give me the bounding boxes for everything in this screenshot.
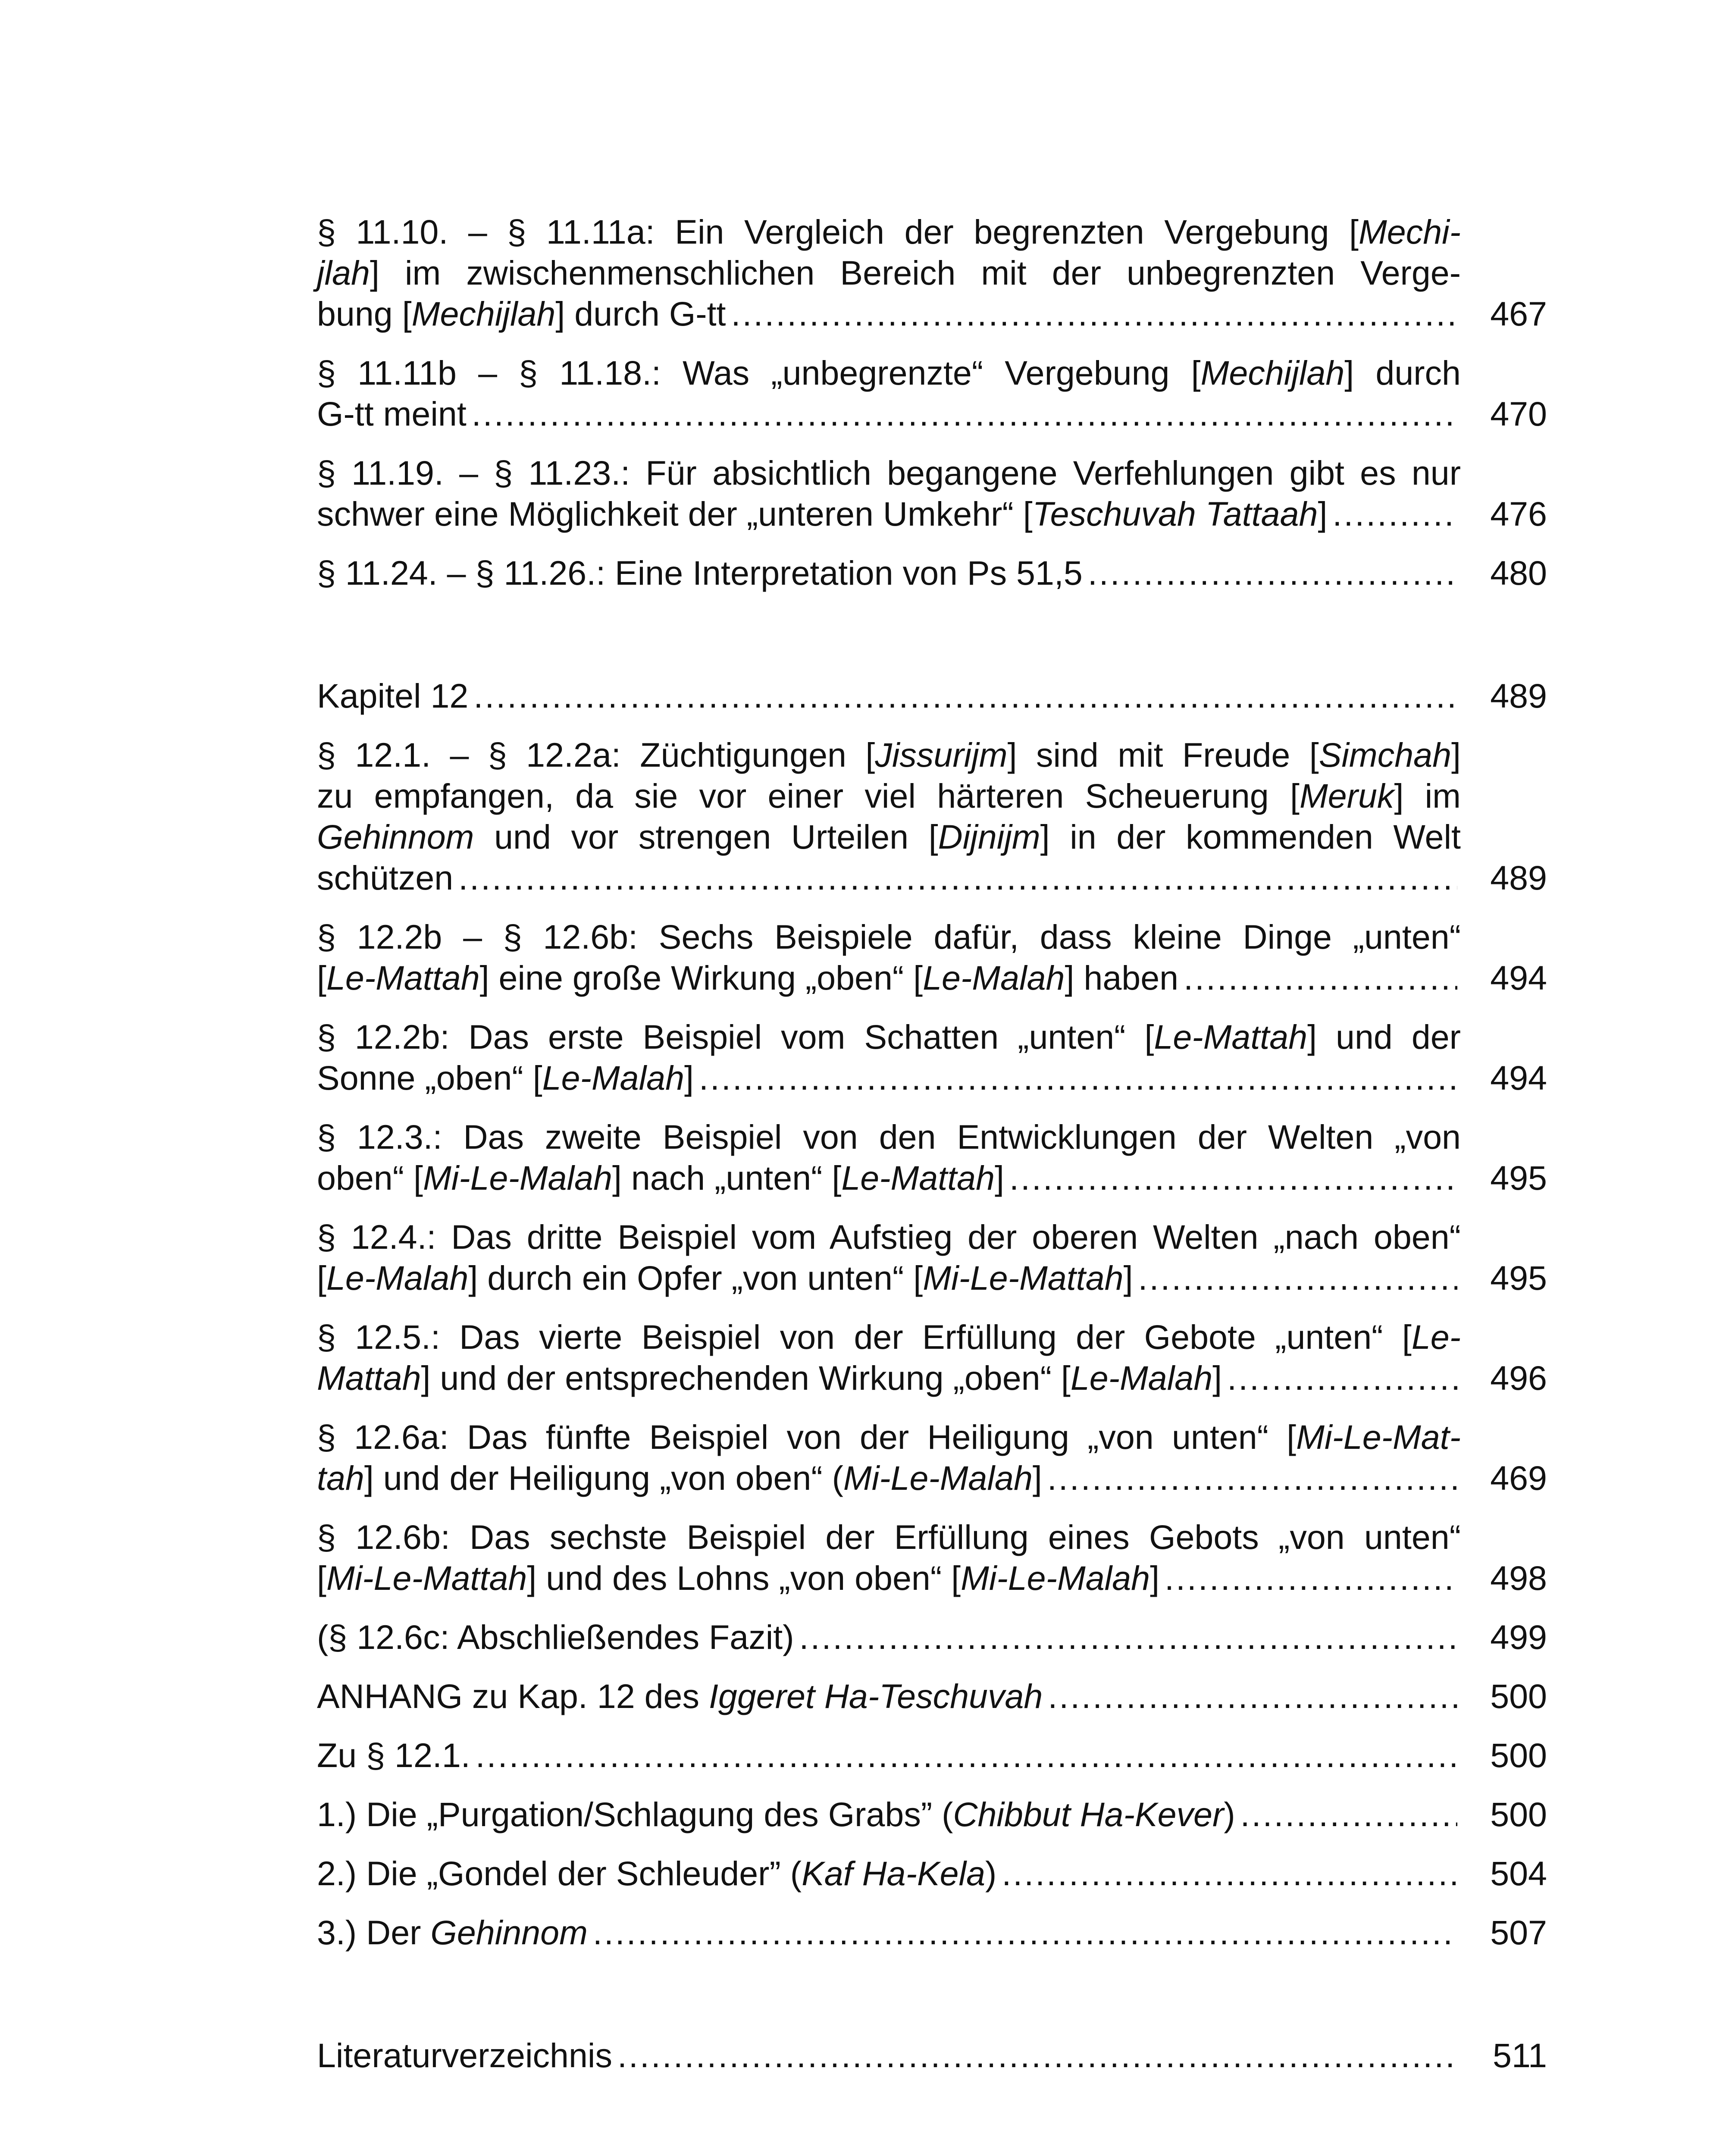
page-number: 494 [1490,1059,1547,1097]
page-number: 507 [1490,1913,1547,1952]
italic-term: Mechi- [1358,213,1461,251]
page-number: 467 [1490,295,1547,333]
page-number: 496 [1490,1359,1547,1397]
italic-term: Jissurijm [875,736,1008,774]
toc-entry [317,1794,1547,1835]
italic-term: Mi-Le-Mat- [1296,1418,1461,1456]
toc-entry [317,1416,1547,1498]
page-number: 500 [1490,1736,1547,1774]
italic-term: Meruk [1299,777,1394,815]
toc-entry-last-line [317,293,1461,334]
toc-entry-last-line [317,1557,1461,1598]
entry-text: bung [ [317,295,412,333]
toc-entry [317,1016,1547,1098]
page-number: 470 [1490,395,1547,433]
toc-entry-line [317,916,1461,957]
toc-entry [317,1853,1547,1894]
italic-term: Le-Malah [326,1259,469,1297]
italic-term: Iggeret Ha-Teschuvah [708,1677,1043,1715]
page-number: 504 [1490,1854,1547,1893]
dot-leader [1332,493,1457,534]
entry-text: § 12.4.: Das dritte Beispiel vom Aufstieg der oberen Welten „nach oben“ [317,1218,1461,1256]
toc-entry-line [317,1316,1461,1357]
italic-term: Kaf Ha-Kela [802,1854,985,1893]
toc-entry-text [317,1617,794,1658]
entry-text: ] in der kommenden Welt [1040,818,1461,856]
entry-text: ] und der Heiligung „von oben“ ( [364,1459,843,1497]
italic-term: Mi-Le-Mattah [326,1559,527,1597]
toc-entry-text [317,552,1083,593]
toc-entry-text [317,1557,1159,1598]
toc-entry-text [317,1912,588,1953]
toc-entry-line [317,211,1461,252]
entry-text: ] und der [1307,1018,1461,1056]
dot-leader [1088,552,1457,593]
toc-entry [317,452,1547,534]
toc-entry-text [317,2035,612,2076]
page-number: 495 [1490,1159,1547,1197]
toc-entry [317,352,1547,434]
toc-entry-last-line [317,493,1461,534]
entry-text: ] durch [1344,354,1461,392]
toc-entry-line [317,816,1461,857]
entry-text: ] nach „unten“ [ [612,1159,842,1197]
italic-term: tah [317,1459,364,1497]
entry-text: ] durch ein Opfer „von unten“ [ [468,1259,923,1297]
entry-text: § 11.19. – § 11.23.: Für absichtlich begangene Verfehlungen gibt es nur [317,454,1461,492]
entry-text: Kapitel 12 [317,677,469,715]
entry-text: ] sind mit Freude [ [1007,736,1319,774]
italic-term: Mi-Le-Mattah [923,1259,1124,1297]
entry-text: ANHANG zu Kap. 12 des [317,1677,709,1715]
entry-text: 1.) Die „Purgation/Schlagung des Grabs” ( [317,1795,953,1833]
entry-text: § 11.10. – § 11.11a: Ein Vergleich der begrenzten Vergebung [ [317,213,1359,251]
page-number: 480 [1490,554,1547,592]
toc-entry [317,2035,1547,2076]
toc-entry-last-line [317,1457,1461,1498]
toc-entry-last-line [317,1257,1461,1298]
toc-entry [317,1216,1547,1298]
entry-text: schwer eine Möglichkeit der „unteren Umkehr“ [ [317,495,1033,533]
toc-entry-text [317,493,1327,534]
toc-entry-last-line [317,1157,1461,1198]
toc-entry-last-line [317,1853,1461,1894]
toc-entry-last-line [317,957,1461,998]
toc-entry-last-line [317,1617,1461,1658]
page-number: 511 [1493,2036,1547,2075]
entry-text: ] und des Lohns „von oben“ [ [527,1559,961,1597]
italic-term: Le-Mattah [841,1159,995,1197]
dot-leader [1048,1676,1457,1717]
italic-term: Mechijlah [1200,354,1345,392]
dot-leader [799,1617,1457,1658]
entry-text: oben“ [ [317,1159,423,1197]
entry-text: § 12.2b: Das erste Beispiel vom Schatten „unten“ [ [317,1018,1154,1056]
page-number: 499 [1490,1618,1547,1656]
toc-entry [317,1912,1547,1953]
entry-text: zu empfangen, da sie vor einer viel härteren Scheuerung [ [317,777,1300,815]
toc-entry-last-line [317,2035,1461,2076]
toc-entry-last-line [317,857,1461,898]
italic-term: Le-Mattah [1154,1018,1308,1056]
toc-entry-line [317,252,1461,293]
toc-entry-line [317,1016,1461,1057]
toc-entry-text [317,293,726,334]
toc-entry-text [317,675,468,716]
page-number: 476 [1490,495,1547,533]
toc-entry-text [317,1735,470,1776]
toc-entry-line [317,452,1461,493]
italic-term: Teschuvah Tattaah [1032,495,1318,533]
entry-text: ] [1212,1359,1222,1397]
toc-entry [317,1735,1547,1776]
toc-entry-last-line [317,552,1461,593]
entry-text: § 12.6b: Das sechste Beispiel der Erfüllung eines Gebots „von unten“ [317,1518,1461,1556]
entry-text: § 12.3.: Das zweite Beispiel von den Entwicklungen der Welten „von [317,1118,1461,1156]
toc-entry-line [317,352,1461,393]
toc-entry-text [317,1057,694,1098]
italic-term: Dijnijm [938,818,1040,856]
entry-text: ] haben [1065,959,1179,997]
entry-text: ] eine große Wirkung „oben“ [ [479,959,923,997]
dot-leader [1047,1457,1457,1498]
toc-entry [317,1517,1547,1598]
page-number: 469 [1490,1459,1547,1497]
toc-entry-line [317,1416,1461,1457]
toc-entry [317,916,1547,998]
entry-text: G-tt meint [317,395,467,433]
page-number: 498 [1490,1559,1547,1597]
toc-entry [317,734,1547,898]
entry-text: 2.) Die „Gondel der Schleuder” ( [317,1854,802,1893]
italic-term: Le-Mattah [326,959,480,997]
dot-leader [1009,1157,1457,1198]
dot-leader [1227,1357,1457,1398]
entry-text: ] [1123,1259,1133,1297]
dot-leader [458,857,1457,898]
entry-text: ] [1318,495,1328,533]
italic-term: Le-Malah [1070,1359,1213,1397]
toc-entry-text [317,1157,1004,1198]
italic-term: jlah [317,254,370,292]
entry-text: ] im zwischenmenschlichen Bereich mit der unbegrenzten Verge- [370,254,1461,292]
italic-term: Mattah [317,1359,421,1397]
italic-term: Le-Malah [542,1059,685,1097]
toc-entry [317,1316,1547,1398]
entry-text: ] [684,1059,694,1097]
toc-entry-text [317,1457,1042,1498]
dot-leader [593,1912,1457,1953]
toc-entry-text [317,1357,1222,1398]
toc-entry-last-line [317,1912,1461,1953]
dot-leader [1184,957,1457,998]
toc-entry-line [317,775,1461,816]
dot-leader [1002,1853,1457,1894]
dot-leader [473,675,1457,716]
toc-entry [317,1676,1547,1717]
toc-entry-line [317,1116,1461,1157]
dot-leader [472,393,1457,434]
dot-leader [731,293,1458,334]
page-number: 500 [1490,1795,1547,1833]
italic-term: Simchah [1319,736,1452,774]
entry-text: Sonne „oben“ [ [317,1059,542,1097]
toc-entry-last-line [317,393,1461,434]
dot-leader [476,1735,1457,1776]
italic-term: Gehinnom [317,818,474,856]
entry-text: (§ 12.6c: Abschließendes Fazit) [317,1618,794,1656]
toc-entry-last-line [317,1794,1461,1835]
toc-entry-last-line [317,1057,1461,1098]
toc-entry-text [317,1257,1133,1298]
toc-entry-line [317,1517,1461,1557]
toc-entry-text [317,957,1178,998]
italic-term: Le- [1411,1318,1461,1356]
dot-leader [1165,1557,1457,1598]
toc-entry-text [317,1794,1235,1835]
toc-entry-line [317,734,1461,775]
entry-text: [ [317,959,326,997]
toc-entry-text [317,393,467,434]
toc-entry-text [317,857,453,898]
entry-text: ] und der entsprechenden Wirkung „oben“ [ [421,1359,1071,1397]
italic-term: Mechijlah [411,295,556,333]
toc-entry [317,552,1547,593]
italic-term: Gehinnom [430,1913,588,1952]
entry-text: ] durch G-tt [555,295,726,333]
entry-text: § 11.11b – § 11.18.: Was „unbegrenzte“ Vergebung [ [317,354,1201,392]
entry-text: § 12.2b – § 12.6b: Sechs Beispiele dafür, dass kleine Dinge „unten“ [317,918,1461,956]
entry-text: § 12.1. – § 12.2a: Züchtigungen [ [317,736,875,774]
dot-leader [1138,1257,1457,1298]
entry-text: ] [1032,1459,1042,1497]
toc-entry-last-line [317,1357,1461,1398]
toc-entry-text [317,1853,996,1894]
entry-text: [ [317,1259,326,1297]
italic-term: Chibbut Ha-Kever [953,1795,1224,1833]
toc-entry [317,211,1547,334]
entry-text: § 12.6a: Das fünfte Beispiel von der Heiligung „von unten“ [ [317,1418,1297,1456]
table-of-contents [317,211,1547,2094]
entry-text: ] im [1394,777,1461,815]
entry-text: ] [1451,736,1461,774]
toc-entry [317,1116,1547,1198]
entry-text: ] [995,1159,1004,1197]
dot-leader [1240,1794,1457,1835]
toc-entry [317,1617,1547,1658]
dot-leader [617,2035,1457,2076]
italic-term: Mi-Le-Malah [843,1459,1033,1497]
toc-entry-line [317,1216,1461,1257]
page-number: 495 [1490,1259,1547,1297]
italic-term: Mi-Le-Malah [961,1559,1150,1597]
toc-entry [317,675,1547,716]
toc-entry-last-line [317,1676,1461,1717]
page-number: 494 [1490,959,1547,997]
italic-term: Le-Malah [923,959,1065,997]
dot-leader [699,1057,1457,1098]
entry-text: ] [1150,1559,1160,1597]
entry-text: [ [317,1559,326,1597]
italic-term: Mi-Le-Malah [423,1159,612,1197]
entry-text: § 12.5.: Das vierte Beispiel von der Erfüllung der Gebote „unten“ [ [317,1318,1412,1356]
entry-text: Zu § 12.1. [317,1736,470,1774]
toc-entry-text [317,1676,1043,1717]
page-number: 489 [1490,859,1547,897]
entry-text: schützen [317,859,454,897]
entry-text: Literaturverzeichnis [317,2036,612,2075]
page-number: 500 [1490,1677,1547,1715]
entry-text: und vor strengen Urteilen [ [474,818,938,856]
entry-text: 3.) Der [317,1913,431,1952]
toc-entry-last-line [317,1735,1461,1776]
toc-entry-last-line [317,675,1461,716]
entry-text: ) [985,1854,997,1893]
entry-text: § 11.24. – § 11.26.: Eine Interpretation von Ps 51,5 [317,554,1083,592]
page-number: 489 [1490,677,1547,715]
entry-text: ) [1224,1795,1235,1833]
